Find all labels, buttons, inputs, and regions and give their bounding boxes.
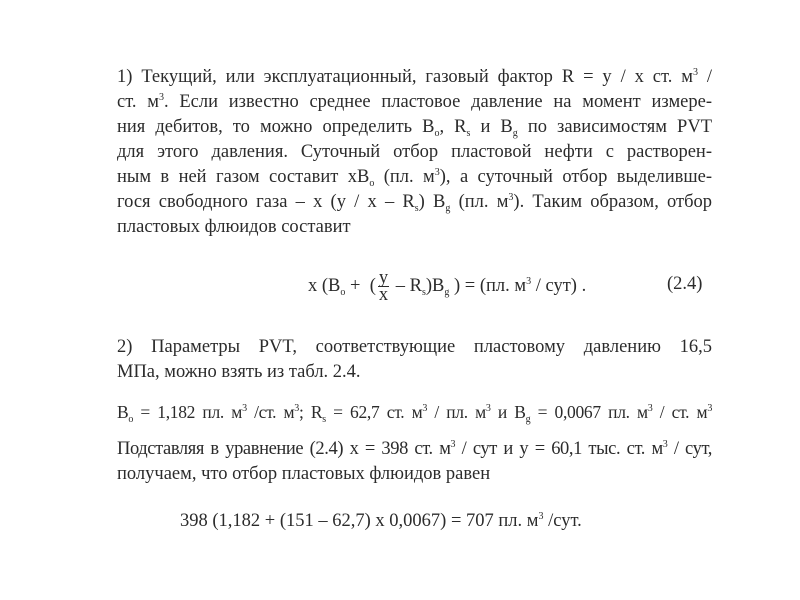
text: + — [345, 275, 366, 296]
text: ) — [449, 275, 461, 296]
text: = 0,0067 пл. м — [530, 402, 648, 422]
text-line — [117, 116, 712, 138]
text: . Если известно среднее пластовое давление на момент измере- — [164, 92, 712, 112]
text: гося свободного газа – x (y / x – R — [117, 192, 415, 212]
text: /ст. м — [246, 402, 295, 422]
superscript: 3 — [450, 439, 456, 450]
text-line — [117, 463, 712, 485]
subscript: o — [340, 286, 346, 298]
subscript: g — [445, 203, 451, 214]
text: и B — [490, 402, 526, 422]
superscript: 3 — [692, 67, 698, 78]
text: Подставляя в уравнение (2.4) x = 398 ст. м — [117, 439, 451, 459]
text: )B — [425, 275, 445, 296]
text-line — [117, 91, 712, 113]
text: / сут) . — [531, 275, 587, 296]
text: 2) Параметры PVT, соответствующие пластовому давлению 16,5 — [117, 337, 712, 357]
subscript: o — [434, 128, 440, 139]
text: 398 (1,182 + (151 – 62,7) x 0,0067) = 707 пл. м — [180, 511, 539, 531]
text: = (пл. м — [460, 275, 527, 296]
text-line — [117, 141, 712, 163]
superscript: 3 — [242, 403, 247, 414]
text: / сут и y = 60,1 тыс. ст. м — [455, 439, 663, 459]
text-line — [117, 438, 712, 460]
text: для этого давления. Суточный отбор пластовой нефти с растворен- — [117, 142, 712, 162]
text: B — [117, 402, 129, 422]
numerator: y — [378, 268, 389, 288]
text: ) B — [418, 192, 446, 212]
text: / ст. м — [652, 402, 708, 422]
superscript: 3 — [422, 403, 428, 414]
text: x (B — [308, 275, 341, 296]
text: МПа, можно взять из табл. 2.4. — [117, 362, 361, 382]
superscript: 3 — [508, 192, 514, 203]
text: / сут, — [667, 439, 712, 459]
pvt-parameters — [117, 401, 712, 423]
subscript: s — [414, 203, 419, 214]
equation-2-4 — [308, 270, 586, 303]
text: (пл. м — [450, 192, 509, 212]
subscript: o — [128, 414, 134, 425]
text: ), а суточный отбор выделивше- — [439, 167, 712, 187]
fraction-y-over-x — [378, 270, 389, 303]
text: (пл. м — [374, 167, 435, 187]
subscript: s — [322, 414, 326, 425]
superscript: 3 — [159, 92, 164, 103]
superscript: 3 — [434, 167, 440, 178]
superscript: 3 — [647, 403, 653, 414]
denominator: x — [378, 285, 389, 305]
subscript: g — [525, 414, 531, 425]
result-equation — [180, 511, 582, 532]
text-line — [117, 216, 712, 238]
text-line — [117, 166, 712, 188]
text: / пл. м — [427, 402, 486, 422]
superscript: 3 — [526, 275, 532, 287]
text: = 62,7 ст. м — [325, 402, 423, 422]
text: , R — [439, 117, 467, 137]
text: = 1,182 пл. м — [133, 402, 243, 422]
text: 1) Текущий, или эксплуатационный, газовый фактор R = y / x ст. м — [117, 67, 693, 87]
text-line — [117, 361, 712, 383]
text-line — [117, 191, 712, 213]
text: ; R — [299, 402, 323, 422]
superscript: 3 — [485, 403, 491, 414]
text: ). Таким образом, отбор — [513, 192, 713, 212]
text: пластовых флюидов составит — [117, 217, 351, 237]
subscript: g — [444, 286, 450, 298]
text: ст. м — [117, 92, 159, 112]
subscript: g — [512, 128, 518, 139]
text: ния дебитов, то можно определить B — [117, 117, 435, 137]
superscript: 3 — [662, 439, 668, 450]
subscript: s — [421, 286, 426, 298]
subscript: s — [466, 128, 471, 139]
equation-number: (2.4) — [667, 274, 703, 294]
text: ным в ней газом составит xB — [117, 167, 370, 187]
text: ( — [369, 275, 376, 296]
text: /сут. — [543, 511, 582, 531]
text: / — [697, 67, 713, 87]
superscript: 3 — [538, 511, 544, 522]
text: получаем, что отбор пластовых флюидов равен — [117, 464, 491, 484]
subscript: o — [369, 178, 375, 189]
superscript: 3 — [294, 403, 299, 414]
text: – R — [391, 275, 422, 296]
text-line — [117, 336, 712, 358]
text: и B — [470, 117, 513, 137]
text-line — [117, 66, 712, 88]
text: по зависимостям PVT — [517, 117, 712, 137]
superscript: 3 — [707, 403, 713, 414]
